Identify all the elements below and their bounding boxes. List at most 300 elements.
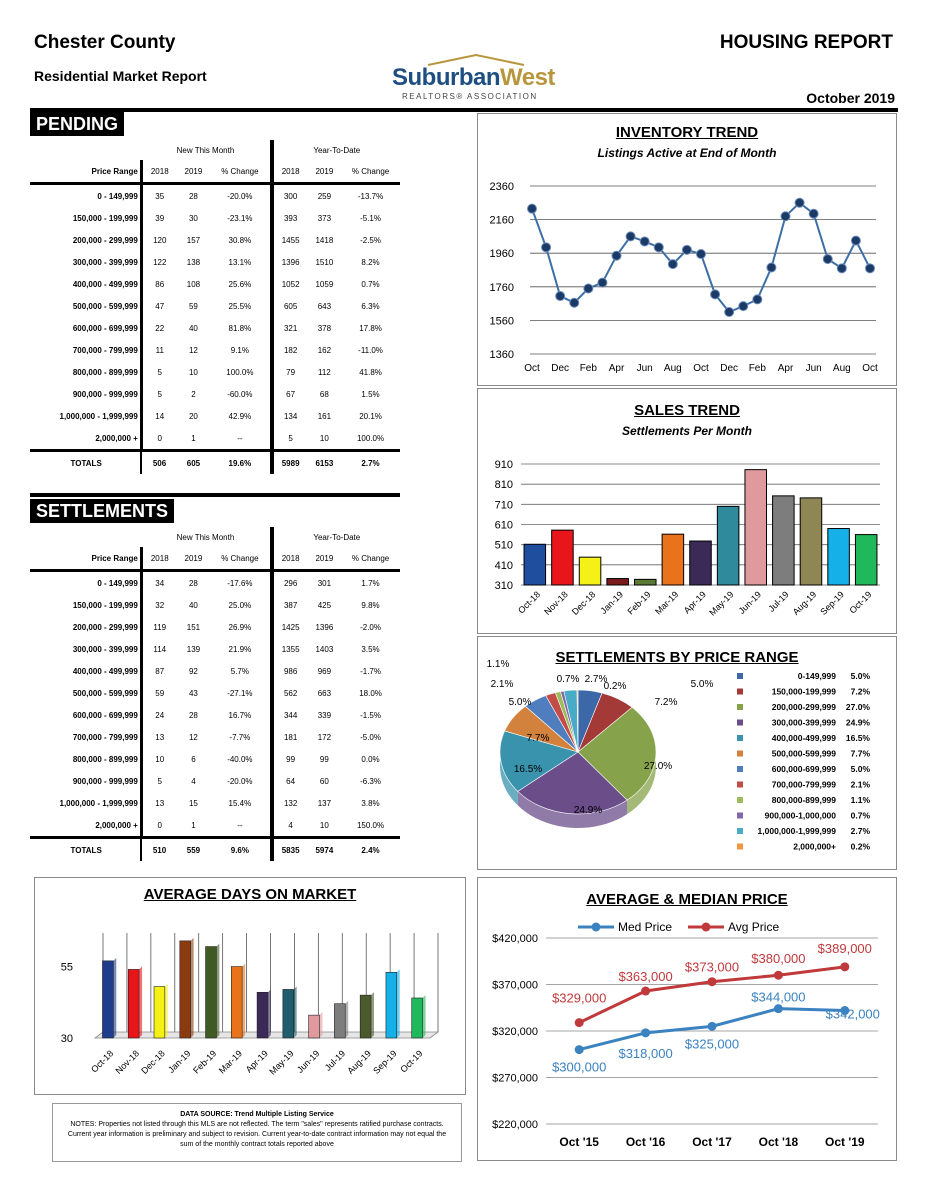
- pie-value-label: 5.0%: [690, 679, 714, 690]
- x-tick-label: Aug: [832, 363, 851, 374]
- totals-value: 5974: [308, 838, 341, 862]
- sales-bar: [773, 496, 795, 585]
- legend-swatch: [737, 689, 743, 695]
- value-cell: 60: [319, 776, 329, 786]
- value-cell: -5.0%: [360, 732, 381, 742]
- inventory-point: [682, 245, 691, 254]
- value-cell: 425: [317, 600, 332, 610]
- inventory-chart: [478, 114, 896, 385]
- value-cell: 24: [155, 710, 165, 720]
- column-header: 2019: [177, 160, 210, 184]
- price-point: [575, 1045, 584, 1054]
- value-cell: 34: [155, 578, 165, 588]
- price-range-cell: 2,000,000 +: [30, 427, 141, 451]
- totals-row: [30, 451, 400, 475]
- sales-bar: [579, 557, 601, 585]
- totals-value: 5835: [272, 838, 308, 862]
- inventory-point: [570, 298, 579, 307]
- y-tick-label: 1760: [489, 281, 514, 294]
- x-tick-label: Oct '17: [692, 1135, 732, 1149]
- legend-swatch: [737, 720, 743, 726]
- group-new-this-month: New This Month: [176, 532, 235, 542]
- value-cell: 1.7%: [361, 578, 380, 588]
- dom-bar: [283, 989, 294, 1038]
- dom-bar-side: [216, 944, 219, 1038]
- value-cell: 134: [272, 405, 308, 427]
- legend-label: 700,000-799,999: [771, 779, 836, 790]
- legend-label: 400,000-499,999: [771, 733, 836, 743]
- column-header: Price Range: [30, 160, 141, 184]
- value-cell: 1: [191, 820, 196, 830]
- x-tick-label: Feb-19: [625, 589, 653, 617]
- inventory-point: [823, 255, 832, 264]
- totals-value: 506: [141, 451, 176, 475]
- dom-bar: [102, 961, 113, 1038]
- price-range-title: SETTLEMENTS BY PRICE RANGE: [555, 649, 799, 666]
- table-row: [30, 295, 400, 317]
- value-cell: 18.0%: [359, 688, 382, 698]
- value-cell: -27.1%: [227, 688, 253, 698]
- price-range-cell: 2,000,000 +: [30, 814, 141, 838]
- x-tick-label: Oct: [693, 363, 709, 374]
- value-cell: -2.5%: [360, 235, 381, 245]
- report-date: October 2019: [806, 90, 895, 106]
- y-tick-label: 1960: [489, 248, 514, 261]
- column-header: 2019: [308, 547, 341, 571]
- legend-label: Avg Price: [728, 920, 780, 934]
- value-cell: 5: [157, 776, 162, 786]
- y-tick-label: 55: [60, 961, 73, 974]
- value-cell: 30.8%: [228, 235, 252, 245]
- inventory-point: [640, 237, 649, 246]
- legend-label: 1,000,000-1,999,999: [757, 826, 836, 836]
- x-tick-label: Oct-19: [847, 589, 874, 616]
- value-cell: 181: [272, 726, 308, 748]
- housing-report-title: HOUSING REPORT: [719, 32, 893, 53]
- value-cell: -17.6%: [227, 578, 253, 588]
- x-tick-label: Oct: [524, 363, 540, 374]
- value-cell: 0: [157, 433, 162, 443]
- inventory-point: [626, 232, 635, 241]
- price-range-cell: 500,000 - 599,999: [30, 682, 141, 704]
- value-cell: 20: [188, 411, 198, 421]
- value-cell: 59: [188, 301, 198, 311]
- table-row: [30, 726, 400, 748]
- dom-bar: [360, 995, 371, 1038]
- value-cell: 0.0%: [361, 754, 380, 764]
- price-range-panel: [477, 636, 897, 870]
- totals-value: 19.6%: [210, 451, 271, 475]
- value-cell: 137: [317, 798, 332, 808]
- totals-label: TOTALS: [30, 451, 141, 475]
- value-cell: 40: [188, 600, 198, 610]
- dom-bar-side: [397, 969, 400, 1038]
- x-tick-label: Dec-18: [569, 589, 598, 617]
- legend-value: 24.9%: [845, 717, 870, 728]
- table-group-header: [30, 527, 400, 547]
- report-subtitle: Residential Market Report: [34, 68, 207, 84]
- price-range-cell: 900,000 - 999,999: [30, 383, 141, 405]
- legend-swatch: [737, 751, 743, 757]
- table-row: [30, 339, 400, 361]
- legend-value: 5.0%: [850, 764, 870, 774]
- x-tick-label: Jan-19: [166, 1048, 193, 1075]
- table-row: [30, 792, 400, 814]
- price-data-label: $329,000: [552, 990, 607, 1006]
- sales-bar: [828, 529, 850, 585]
- value-cell: 120: [153, 235, 167, 245]
- sales-bar: [690, 541, 712, 585]
- value-cell: 47: [155, 301, 165, 311]
- group-year-to-date: Year-To-Date: [272, 527, 400, 547]
- x-tick-label: Dec-18: [139, 1048, 167, 1076]
- value-cell: 81.8%: [228, 323, 252, 333]
- pending-table: [30, 140, 400, 474]
- dom-bar-side: [294, 986, 297, 1038]
- sales-subtitle: Settlements Per Month: [621, 424, 753, 438]
- price-range-chart: [478, 637, 896, 869]
- price-data-label: $344,000: [751, 989, 806, 1005]
- table-row: [30, 229, 400, 251]
- y-tick-label: $420,000: [492, 933, 538, 945]
- price-panel: [477, 877, 897, 1161]
- value-cell: 1355: [272, 638, 308, 660]
- value-cell: 5: [157, 367, 162, 377]
- dom-bar-side: [139, 966, 142, 1038]
- price-range-cell: 600,000 - 699,999: [30, 704, 141, 726]
- value-cell: 344: [272, 704, 308, 726]
- value-cell: 10: [155, 754, 165, 764]
- group-spacer: [30, 140, 141, 160]
- price-range-cell: 1,000,000 - 1,999,999: [30, 405, 141, 427]
- inventory-point: [668, 260, 677, 269]
- y-tick-label: 310: [494, 580, 513, 592]
- value-cell: 42.9%: [228, 411, 252, 421]
- table-row: [30, 638, 400, 660]
- column-header: 2019: [308, 160, 341, 184]
- value-cell: 28: [188, 578, 198, 588]
- value-cell: 150.0%: [356, 820, 385, 830]
- price-data-label: $373,000: [684, 959, 740, 975]
- legend-value: 1.1%: [850, 795, 870, 805]
- x-tick-label: Jun: [805, 363, 822, 374]
- value-cell: -40.0%: [227, 754, 253, 764]
- value-cell: 182: [272, 339, 308, 361]
- price-point: [774, 971, 783, 980]
- value-cell: 663: [317, 688, 332, 698]
- legend-marker: [592, 923, 601, 932]
- table-row: [30, 770, 400, 792]
- value-cell: 969: [317, 666, 332, 676]
- value-cell: --: [237, 820, 243, 830]
- x-tick-label: Aug-19: [345, 1048, 373, 1076]
- x-tick-label: Feb: [748, 363, 766, 374]
- table-row: [30, 660, 400, 682]
- price-point: [641, 987, 650, 996]
- inventory-title: INVENTORY TREND: [615, 124, 759, 141]
- pie-value-label: 0.2%: [603, 681, 627, 692]
- value-cell: 161: [317, 411, 332, 421]
- dom-chart: [35, 878, 465, 1094]
- totals-value: 510: [141, 838, 176, 862]
- sales-bar: [662, 534, 684, 585]
- value-cell: 67: [272, 383, 308, 405]
- y-tick-label: 610: [494, 519, 513, 532]
- value-cell: -11.0%: [358, 345, 383, 355]
- value-cell: 79: [272, 361, 308, 383]
- value-cell: 301: [317, 578, 332, 588]
- value-cell: 28: [188, 710, 198, 720]
- dom-bar-side: [165, 984, 168, 1038]
- notes-text: NOTES: Properties not listed through this MLS are not reflected. The term "sales" represents ratified purchase contracts. Current year information is preliminary and subject to revision. Current year-to-date contract information may not equal the sum of the monthly contract totals reported above: [67, 1121, 447, 1148]
- value-cell: 86: [155, 279, 165, 289]
- x-tick-label: Oct: [862, 363, 878, 374]
- value-cell: 43: [188, 688, 198, 698]
- y-tick-label: 810: [494, 479, 513, 492]
- sales-bar: [552, 530, 574, 585]
- y-tick-label: 1560: [489, 315, 514, 328]
- logo-name-a: Suburban: [392, 64, 500, 91]
- price-data-label: $389,000: [817, 940, 872, 956]
- value-cell: 13: [155, 798, 165, 808]
- table-row: [30, 427, 400, 451]
- dom-bar-side: [319, 1012, 322, 1038]
- x-tick-label: Nov-18: [542, 589, 570, 617]
- value-cell: 99: [272, 748, 308, 770]
- value-cell: 6: [191, 754, 196, 764]
- x-tick-label: Sep-19: [371, 1048, 399, 1076]
- value-cell: 5: [157, 389, 162, 399]
- logo-name-b: West: [500, 64, 555, 91]
- sales-bar: [745, 470, 767, 585]
- value-cell: 10: [319, 433, 329, 443]
- x-tick-label: Jul-19: [766, 589, 791, 614]
- inventory-point: [781, 212, 790, 221]
- y-tick-label: 30: [60, 1033, 73, 1045]
- dom-bar: [257, 992, 268, 1038]
- price-data-label: $363,000: [618, 969, 673, 985]
- inventory-point: [851, 236, 860, 245]
- value-cell: -1.7%: [360, 666, 381, 676]
- inventory-point: [542, 243, 551, 252]
- value-cell: -5.1%: [360, 213, 381, 223]
- value-cell: 1510: [315, 257, 334, 267]
- table-row: [30, 571, 400, 595]
- value-cell: 373: [317, 213, 332, 223]
- totals-value: 559: [177, 838, 210, 862]
- inventory-point: [556, 292, 565, 301]
- x-tick-label: Feb-19: [191, 1048, 219, 1076]
- value-cell: 9.8%: [361, 600, 380, 610]
- sales-title: SALES TREND: [634, 402, 740, 419]
- x-tick-label: Feb: [579, 363, 597, 374]
- value-cell: 2: [191, 389, 196, 399]
- legend-label: 2,000,000+: [793, 841, 836, 852]
- dom-bar-side: [113, 958, 116, 1038]
- price-range-cell: 800,000 - 899,999: [30, 361, 141, 383]
- data-source-notes: [52, 1103, 462, 1162]
- sales-bar: [855, 535, 877, 585]
- value-cell: 387: [272, 594, 308, 616]
- settlements-table: [30, 527, 400, 861]
- table-row: [30, 616, 400, 638]
- value-cell: 986: [272, 660, 308, 682]
- value-cell: 9.1%: [230, 345, 249, 355]
- y-tick-label: $220,000: [492, 1119, 538, 1131]
- legend-swatch: [737, 766, 743, 772]
- price-chart: [478, 878, 896, 1160]
- inventory-point: [584, 284, 593, 293]
- value-cell: -13.7%: [357, 191, 384, 201]
- x-tick-label: Oct-18: [89, 1048, 116, 1075]
- value-cell: 605: [272, 295, 308, 317]
- notes-title: DATA SOURCE: Trend Multiple Listing Service: [180, 1111, 334, 1118]
- value-cell: 100.0%: [226, 367, 254, 377]
- legend-label: 500,000-599,999: [771, 748, 836, 759]
- price-range-cell: 600,000 - 699,999: [30, 317, 141, 339]
- price-point: [575, 1018, 584, 1027]
- value-cell: 25.0%: [228, 600, 252, 610]
- y-tick-label: 2360: [489, 181, 514, 193]
- value-cell: 68: [319, 389, 329, 399]
- x-tick-label: Oct-18: [516, 589, 543, 616]
- value-cell: 87: [155, 666, 165, 676]
- price-data-label: $342,000: [825, 1006, 880, 1022]
- x-tick-label: Oct '18: [758, 1135, 799, 1149]
- legend-label: Med Price: [618, 920, 673, 934]
- value-cell: 3.5%: [361, 644, 380, 654]
- y-tick-label: $270,000: [492, 1072, 538, 1085]
- legend-marker: [702, 923, 711, 932]
- value-cell: 35: [155, 191, 165, 201]
- price-range-cell: 400,000 - 499,999: [30, 273, 141, 295]
- legend-value: 27.0%: [845, 702, 870, 712]
- dom-bar: [309, 1015, 320, 1038]
- value-cell: 119: [153, 622, 167, 632]
- value-cell: 321: [272, 317, 308, 339]
- y-tick-label: 410: [494, 559, 513, 572]
- legend-label: 150,000-199,999: [771, 686, 836, 697]
- value-cell: 12: [188, 732, 198, 742]
- group-year-to-date: Year-To-Date: [272, 140, 400, 160]
- value-cell: 99: [319, 754, 329, 764]
- value-cell: 1403: [315, 644, 334, 654]
- legend-swatch: [737, 673, 743, 679]
- inventory-panel: [477, 113, 897, 386]
- legend-swatch: [737, 844, 743, 850]
- sales-bar: [800, 498, 822, 585]
- value-cell: 300: [272, 184, 308, 208]
- value-cell: 3.8%: [361, 798, 380, 808]
- value-cell: 25.6%: [228, 279, 252, 289]
- legend-value: 7.7%: [850, 748, 870, 759]
- value-cell: 1059: [315, 279, 334, 289]
- group-new-this-month: New This Month: [176, 145, 235, 155]
- value-cell: 13: [155, 732, 165, 742]
- value-cell: 100.0%: [356, 433, 385, 443]
- value-cell: 4: [272, 814, 308, 838]
- price-range-cell: 150,000 - 199,999: [30, 207, 141, 229]
- value-cell: 112: [317, 367, 331, 377]
- price-range-cell: 900,000 - 999,999: [30, 770, 141, 792]
- column-header: % Change: [210, 160, 271, 184]
- sales-bar: [717, 506, 739, 585]
- dom-bar: [412, 998, 423, 1038]
- value-cell: 138: [186, 257, 201, 267]
- legend-label: 200,000-299,999: [771, 702, 836, 712]
- value-cell: --: [237, 433, 243, 443]
- table-row: [30, 361, 400, 383]
- price-data-label: $300,000: [552, 1059, 607, 1075]
- table-row: [30, 207, 400, 229]
- inventory-point: [767, 263, 776, 272]
- x-tick-label: Jul-19: [322, 1048, 348, 1073]
- value-cell: 59: [155, 688, 165, 698]
- suburbanwest-logo: [392, 60, 567, 106]
- legend-swatch: [737, 782, 743, 788]
- sales-panel: [477, 388, 897, 634]
- sales-bar: [607, 579, 629, 585]
- x-tick-label: Jun: [636, 363, 653, 374]
- dom-bar: [206, 947, 217, 1038]
- x-tick-label: Aug: [663, 363, 682, 374]
- legend-label: 800,000-899,999: [771, 795, 836, 805]
- column-header: 2019: [177, 547, 210, 571]
- y-tick-label: 1360: [489, 349, 514, 361]
- y-tick-label: $370,000: [492, 979, 538, 992]
- legend-label: 900,000-1,000,000: [764, 810, 836, 821]
- price-range-cell: 300,000 - 399,999: [30, 638, 141, 660]
- dom-bar: [334, 1004, 345, 1038]
- inventory-point: [528, 204, 537, 213]
- inventory-subtitle: Listings Active at End of Month: [597, 146, 777, 160]
- value-cell: 26.9%: [228, 622, 252, 632]
- totals-value: 2.4%: [341, 838, 400, 862]
- value-cell: -23.1%: [227, 213, 253, 223]
- x-tick-label: Jan-19: [598, 589, 626, 616]
- dom-bar: [154, 987, 165, 1038]
- value-cell: 132: [272, 792, 308, 814]
- y-tick-label: 910: [494, 459, 513, 471]
- value-cell: 562: [272, 682, 308, 704]
- value-cell: 32: [155, 600, 165, 610]
- price-point: [840, 962, 849, 971]
- x-tick-label: Oct '19: [825, 1135, 865, 1149]
- price-data-label: $380,000: [751, 951, 806, 967]
- price-range-cell: 0 - 149,999: [30, 571, 141, 595]
- value-cell: 162: [317, 345, 332, 355]
- price-range-cell: 200,000 - 299,999: [30, 229, 141, 251]
- value-cell: 1052: [272, 273, 308, 295]
- pie-value-label: 5.0%: [508, 697, 532, 708]
- inventory-point: [725, 308, 734, 317]
- legend-label: 0-149,999: [797, 671, 836, 681]
- value-cell: 151: [186, 622, 201, 632]
- table-row: [30, 273, 400, 295]
- legend-swatch: [737, 797, 743, 803]
- totals-value: 605: [177, 451, 210, 475]
- pie-value-label: 7.7%: [526, 733, 550, 744]
- value-cell: -20.0%: [227, 191, 253, 201]
- totals-value: 6153: [308, 451, 341, 475]
- legend-value: 2.7%: [850, 826, 870, 836]
- legend-value: 5.0%: [850, 671, 870, 681]
- inventory-point: [866, 264, 875, 273]
- legend-value: 0.7%: [850, 810, 870, 821]
- column-header: % Change: [210, 547, 271, 571]
- column-header: Price Range: [30, 547, 141, 571]
- totals-label: TOTALS: [30, 838, 141, 862]
